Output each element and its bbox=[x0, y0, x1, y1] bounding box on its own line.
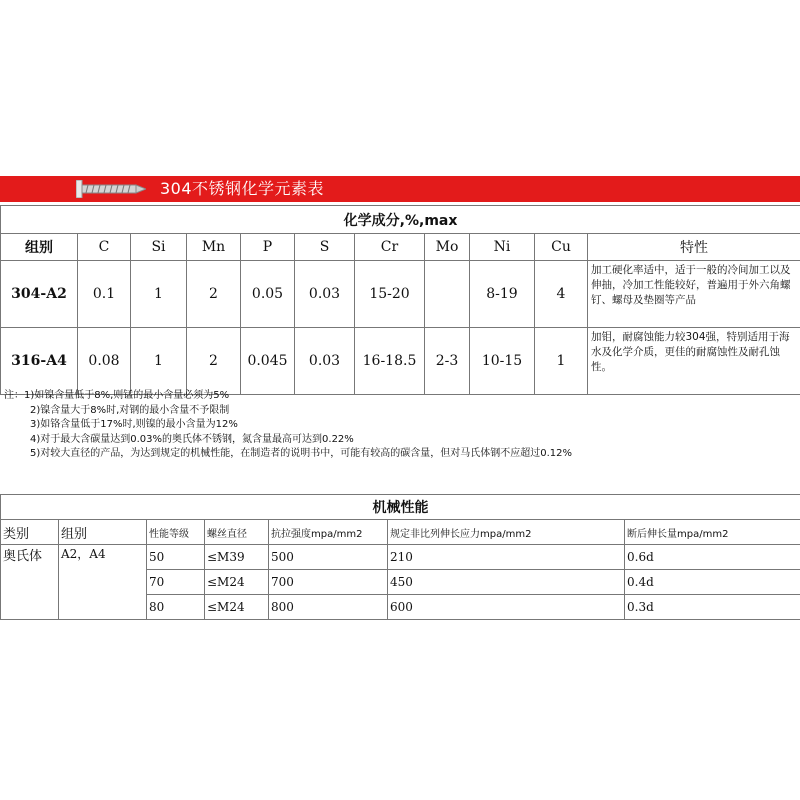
col-header: Si bbox=[131, 234, 187, 261]
cell-tensile: 500 bbox=[269, 545, 388, 570]
col-header: P bbox=[241, 234, 295, 261]
mechanical-properties-table bbox=[0, 494, 800, 620]
footnote: 2)镍含量大于8%时,对钢的最小含量不予限制 bbox=[30, 404, 230, 416]
cell-mo: 2-3 bbox=[425, 328, 470, 395]
footnote: 4)对于最大含碳量达到0.03%的奥氏体不锈钢，氮含量最高可达到0.22% bbox=[30, 433, 354, 445]
cell-group: 304-A2 bbox=[1, 261, 78, 328]
cell-mo bbox=[425, 261, 470, 328]
cell-si: 1 bbox=[131, 328, 187, 395]
cell-group: A2，A4 bbox=[59, 545, 147, 620]
col-header: Cr bbox=[355, 234, 425, 261]
col-header: 组别 bbox=[1, 234, 78, 261]
footnote: 注：1)如镍含量低于8%,则锰的最小含量必须为5% bbox=[4, 390, 230, 401]
cell-ni: 10-15 bbox=[470, 328, 535, 395]
col-header: Mn bbox=[187, 234, 241, 261]
col-header: C bbox=[78, 234, 131, 261]
col-header: Cu bbox=[535, 234, 588, 261]
footnote: 5)对较大直径的产品，为达到规定的机械性能，在制造者的说明书中，可能有较高的碳含量，但对马氏体钢不应超过0.12% bbox=[30, 448, 573, 459]
cell-group: 316-A4 bbox=[1, 328, 78, 395]
cell-s: 0.03 bbox=[295, 261, 355, 328]
col-header: 组别 bbox=[59, 520, 147, 545]
cell-tensile: 700 bbox=[269, 570, 388, 595]
cell-c: 0.08 bbox=[78, 328, 131, 395]
col-header: Ni bbox=[470, 234, 535, 261]
cell-p: 0.05 bbox=[241, 261, 295, 328]
mech-caption: 机械性能 bbox=[1, 495, 800, 520]
cell-s: 0.03 bbox=[295, 328, 355, 395]
cell-ni: 8-19 bbox=[470, 261, 535, 328]
cell-c: 0.1 bbox=[78, 261, 131, 328]
screw-icon bbox=[76, 180, 146, 198]
title-banner bbox=[0, 176, 800, 202]
banner-title: 304不锈钢化学元素表 bbox=[160, 179, 325, 198]
chem-caption: 化学成分,%,max bbox=[1, 206, 800, 234]
col-header: 断后伸长量mpa/mm2 bbox=[625, 520, 800, 545]
col-header: 特性 bbox=[588, 234, 800, 261]
cell-category: 奥氏体 bbox=[1, 545, 59, 620]
cell-grade: 80 bbox=[147, 595, 205, 620]
cell-elongation: 0.6d bbox=[625, 545, 800, 570]
cell-property: 加钼，耐腐蚀能力较304强，特别适用于海水及化学介质，更佳的耐腐蚀性及耐孔蚀性。 bbox=[588, 328, 800, 395]
cell-tensile: 800 bbox=[269, 595, 388, 620]
chemical-composition-table bbox=[0, 205, 800, 395]
cell-grade: 70 bbox=[147, 570, 205, 595]
table-row bbox=[1, 545, 800, 570]
cell-cu: 1 bbox=[535, 328, 588, 395]
col-header: 规定非比列伸长应力mpa/mm2 bbox=[388, 520, 625, 545]
cell-cr: 16-18.5 bbox=[355, 328, 425, 395]
mech-header-row bbox=[1, 520, 800, 545]
cell-p: 0.045 bbox=[241, 328, 295, 395]
cell-yield: 600 bbox=[388, 595, 625, 620]
col-header: S bbox=[295, 234, 355, 261]
footnote: 3)如铬含量低于17%时,则镍的最小含量为12% bbox=[30, 419, 238, 430]
cell-cr: 15-20 bbox=[355, 261, 425, 328]
cell-si: 1 bbox=[131, 261, 187, 328]
cell-grade: 50 bbox=[147, 545, 205, 570]
cell-elongation: 0.4d bbox=[625, 570, 800, 595]
cell-yield: 210 bbox=[388, 545, 625, 570]
col-header: 抗拉强度mpa/mm2 bbox=[269, 520, 388, 545]
chem-header-row bbox=[1, 234, 800, 261]
table-row bbox=[1, 328, 800, 395]
col-header: 性能等级 bbox=[147, 520, 205, 545]
cell-elongation: 0.3d bbox=[625, 595, 800, 620]
cell-mn: 2 bbox=[187, 328, 241, 395]
col-header: 螺丝直径 bbox=[205, 520, 269, 545]
cell-mn: 2 bbox=[187, 261, 241, 328]
cell-cu: 4 bbox=[535, 261, 588, 328]
cell-diameter: ≤M24 bbox=[205, 570, 269, 595]
cell-yield: 450 bbox=[388, 570, 625, 595]
col-header: Mo bbox=[425, 234, 470, 261]
cell-diameter: ≤M39 bbox=[205, 545, 269, 570]
footnotes bbox=[4, 389, 796, 462]
col-header: 类别 bbox=[1, 520, 59, 545]
cell-property: 加工硬化率适中，适于一般的冷间加工以及伸抽，冷加工性能较好，普遍用于外六角螺钉、螺母及垫圈等产品 bbox=[588, 261, 800, 328]
table-row bbox=[1, 261, 800, 328]
cell-diameter: ≤M24 bbox=[205, 595, 269, 620]
